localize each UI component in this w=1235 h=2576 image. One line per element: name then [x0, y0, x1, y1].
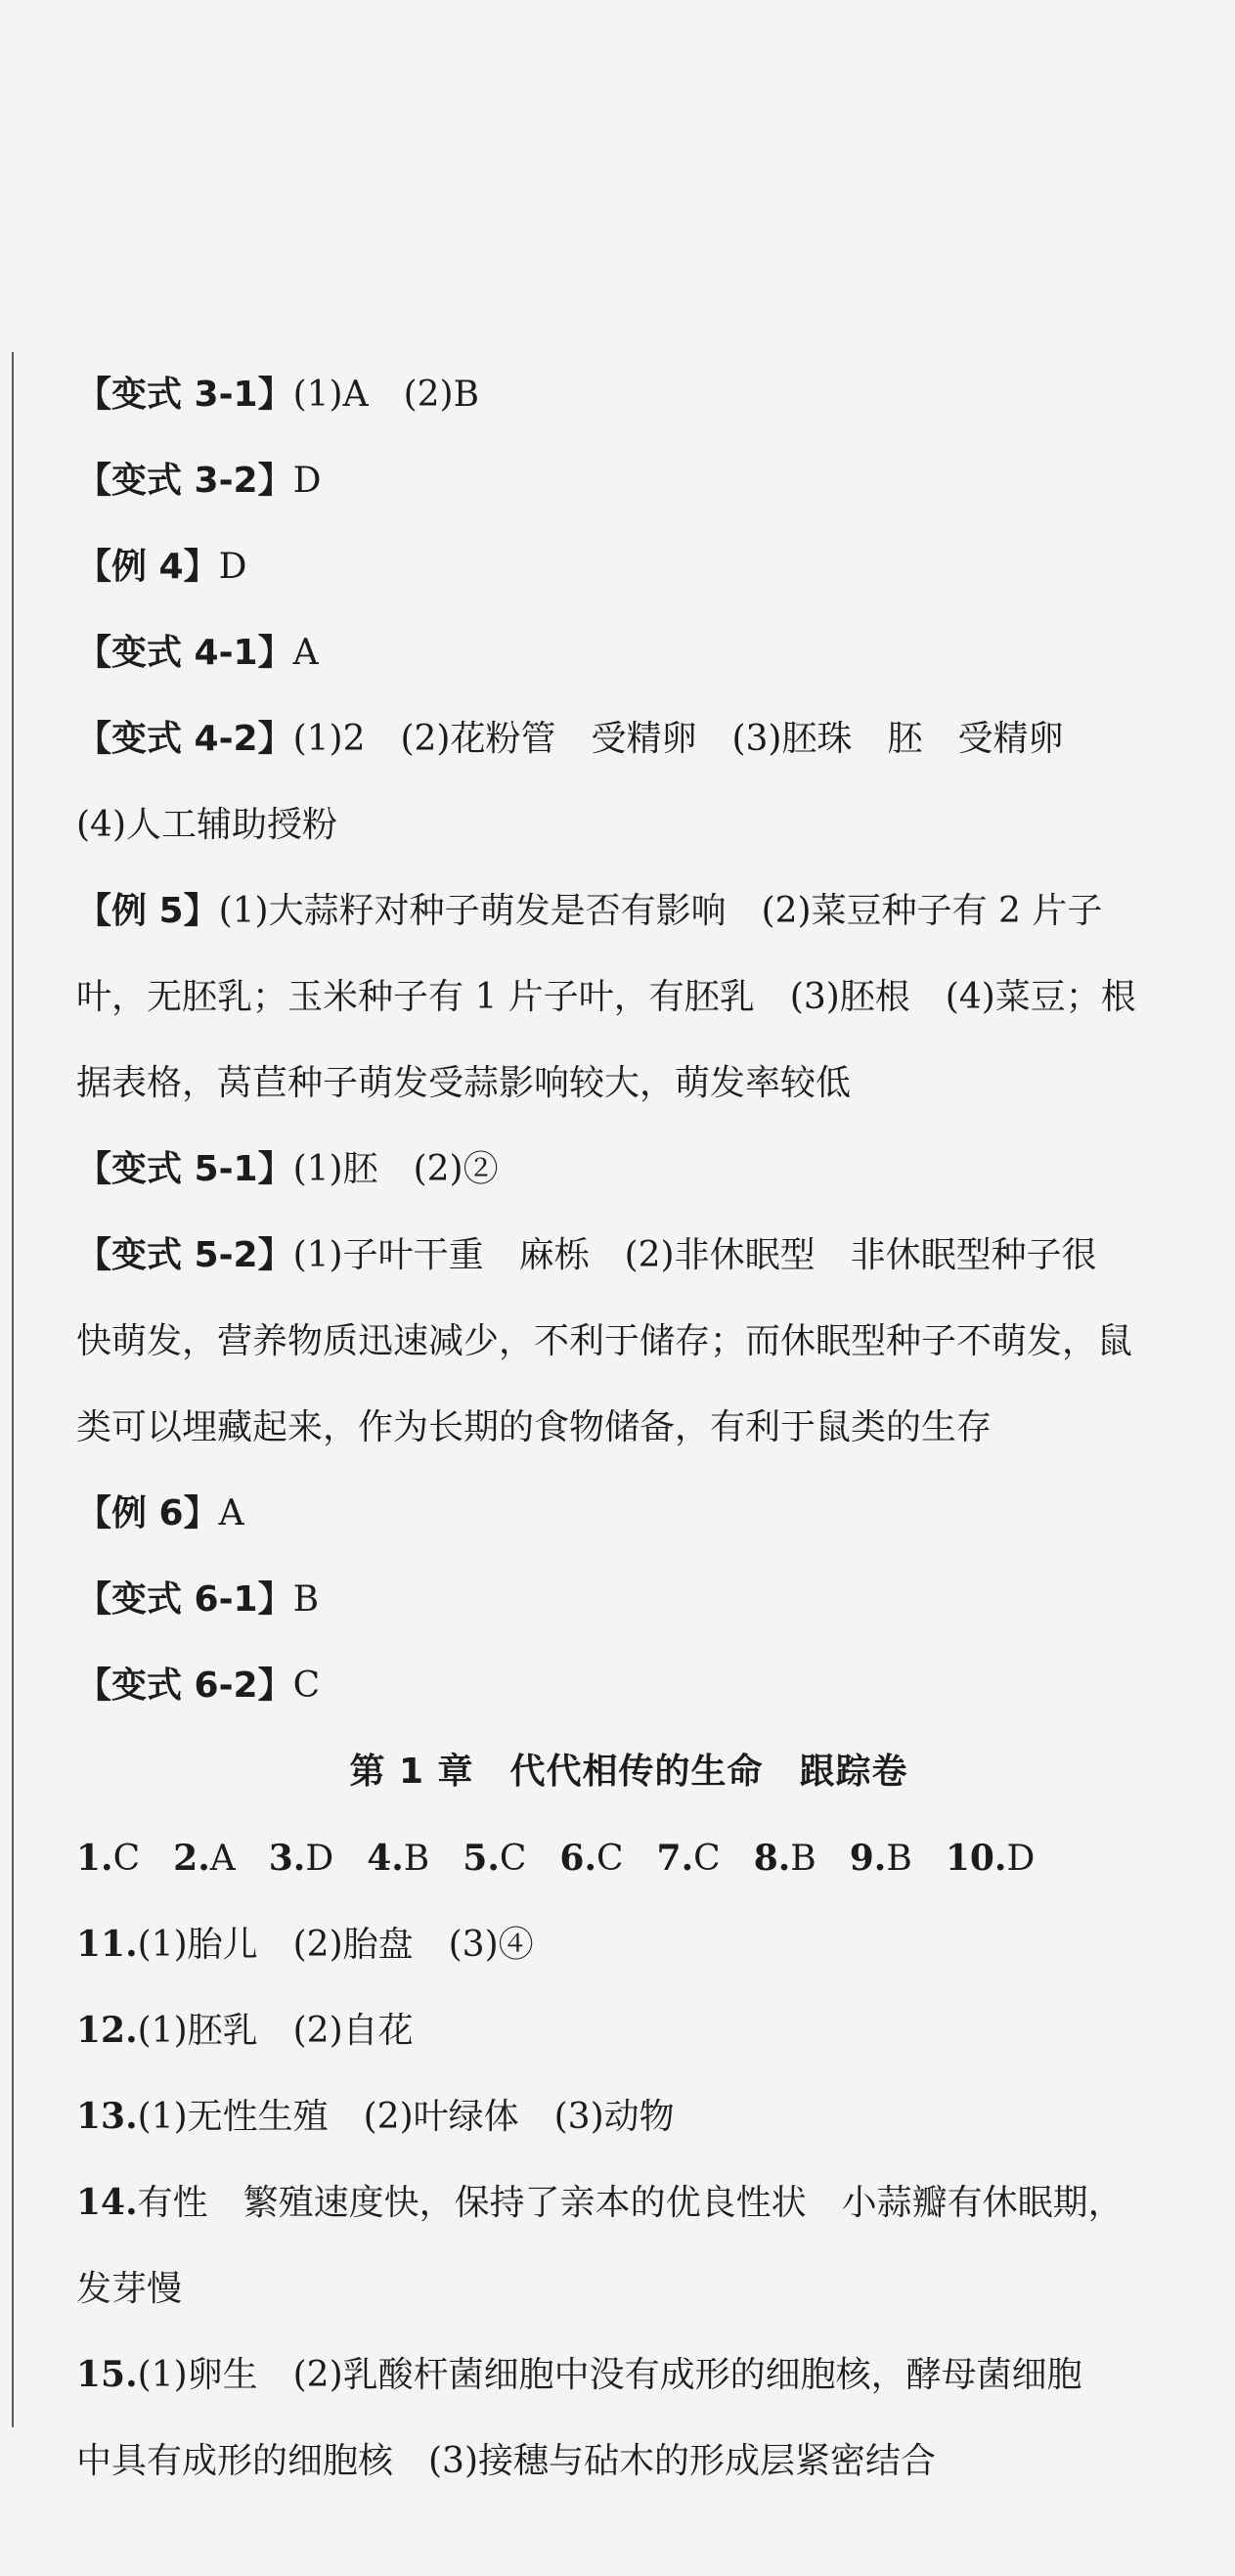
- answer-line: [76, 2245, 1162, 2332]
- answer-tag: 【变式 3-2】: [76, 461, 293, 501]
- answer-line: [76, 1127, 1162, 1213]
- question-number: 11.: [76, 1924, 138, 1965]
- mc-answer: [946, 1815, 1036, 1902]
- answer-line: [76, 1299, 1162, 1385]
- answer-tag: 【例 5】: [76, 891, 219, 931]
- answer-line: [76, 2159, 1162, 2245]
- answer-content: [76, 352, 1162, 2504]
- answer-line: [76, 696, 1162, 782]
- question-number: 12.: [76, 2010, 138, 2051]
- answer-line: [76, 1385, 1162, 1471]
- answer-text: (1)胚 (2)②: [292, 1149, 499, 1189]
- question-number: 4.: [367, 1838, 404, 1879]
- answer-line: [76, 438, 1162, 524]
- mc-answer: [657, 1815, 721, 1902]
- answer-line: [76, 610, 1162, 696]
- answer-text: (1)大蒜籽对种子萌发是否有影响 (2)菜豆种子有 2 片子: [218, 891, 1103, 931]
- answer-tag: 【变式 6-2】: [76, 1666, 293, 1706]
- answer-text: (1)子叶干重 麻栎 (2)非休眠型 非休眠型种子很: [292, 1235, 1097, 1275]
- answer-text: (1)胚乳 (2)自花: [137, 2011, 414, 2051]
- answer-text: (1)无性生殖 (2)叶绿体 (3)动物: [137, 2097, 675, 2137]
- answer-line: [76, 1213, 1162, 1299]
- question-number: 15.: [76, 2354, 138, 2395]
- question-number: 9.: [849, 1838, 887, 1879]
- answer-tag: 【变式 3-1】: [76, 375, 293, 415]
- mc-choice: A: [209, 1839, 236, 1879]
- mc-answer: [367, 1815, 429, 1902]
- answer-line: [76, 2418, 1162, 2504]
- mc-answer: [850, 1815, 912, 1902]
- answer-text: (1)A (2)B: [292, 375, 480, 415]
- answer-text: (1)2 (2)花粉管 受精卵 (3)胚珠 胚 受精卵: [292, 719, 1064, 759]
- answer-text: A: [292, 633, 319, 673]
- mc-choice: C: [112, 1839, 141, 1879]
- answer-text: B: [292, 1579, 320, 1620]
- answer-line: [76, 1041, 1162, 1127]
- question-number: 14.: [76, 2182, 138, 2223]
- question-number: 6.: [559, 1838, 596, 1879]
- answer-text: 发芽慢: [76, 2269, 183, 2309]
- question-number: 1.: [76, 1838, 113, 1879]
- answer-line: [76, 1471, 1162, 1557]
- answer-line: [76, 868, 1162, 955]
- answer-line: [76, 1643, 1162, 1729]
- answer-text: 有性 繁殖速度快，保持了亲本的优良性状 小蒜瓣有休眠期，: [137, 2183, 1124, 2223]
- mc-choice: D: [1006, 1839, 1036, 1879]
- mc-choice: C: [499, 1839, 527, 1879]
- mc-answers-row: [76, 1815, 1162, 1901]
- answer-text: (4)人工辅助授粉: [76, 805, 337, 845]
- mc-choice: C: [693, 1839, 721, 1879]
- margin-rule: [12, 352, 14, 2427]
- mc-answer: [269, 1815, 333, 1902]
- question-number: 8.: [753, 1838, 791, 1879]
- answer-text: 快萌发，营养物质迅速减少，不利于储存；而休眠型种子不萌发，鼠: [76, 1321, 1133, 1361]
- answer-tag: 【例 6】: [76, 1493, 219, 1533]
- answer-text: C: [292, 1666, 321, 1706]
- question-number: 5.: [463, 1838, 500, 1879]
- answer-text: 据表格，莴苣种子萌发受蒜影响较大，萌发率较低: [76, 1063, 852, 1103]
- answer-line: [76, 2073, 1162, 2159]
- question-number: 7.: [656, 1838, 694, 1879]
- mc-choice: B: [790, 1839, 816, 1879]
- mc-choice: B: [403, 1839, 430, 1879]
- answer-line: [76, 524, 1162, 610]
- mc-choice: C: [596, 1839, 624, 1879]
- answer-text: D: [218, 547, 247, 587]
- answer-tag: 【变式 4-2】: [76, 719, 293, 759]
- question-number: 3.: [268, 1838, 306, 1879]
- answer-text: D: [292, 461, 322, 501]
- section-title: 第 1 章 代代相传的生命 跟踪卷: [349, 1752, 908, 1792]
- question-number: 10.: [945, 1838, 1007, 1879]
- answer-tag: 【变式 4-1】: [76, 633, 293, 673]
- answer-line: [76, 2332, 1162, 2418]
- question-number: 13.: [76, 2096, 138, 2137]
- answer-tag: 【例 4】: [76, 547, 219, 587]
- answer-line: [76, 352, 1162, 438]
- answer-line: [76, 1987, 1162, 2073]
- answer-text: (1)胎儿 (2)胎盘 (3)④: [137, 1925, 534, 1965]
- answer-line: [76, 1901, 1162, 1987]
- answer-text: 叶，无胚乳；玉米种子有 1 片子叶，有胚乳 (3)胚根 (4)菜豆；根: [76, 977, 1136, 1017]
- answer-line: [76, 1557, 1162, 1643]
- mc-answer: [559, 1815, 623, 1902]
- answer-text: A: [218, 1493, 244, 1533]
- mc-answer: [463, 1815, 526, 1902]
- answer-line: [76, 782, 1162, 868]
- answer-text: (1)卵生 (2)乳酸杆菌细胞中没有成形的细胞核，酵母菌细胞: [137, 2355, 1082, 2395]
- question-number: 2.: [173, 1838, 210, 1879]
- mc-answer: [173, 1815, 236, 1902]
- answer-line: [76, 955, 1162, 1041]
- mc-choice: D: [305, 1839, 334, 1879]
- answer-tag: 【变式 6-1】: [76, 1579, 293, 1620]
- answer-tag: 【变式 5-2】: [76, 1235, 293, 1275]
- answer-tag: 【变式 5-1】: [76, 1149, 293, 1189]
- mc-choice: B: [886, 1839, 912, 1879]
- answer-text: 类可以埋藏起来，作为长期的食物储备，有利于鼠类的生存: [76, 1407, 992, 1447]
- mc-answer: [76, 1815, 140, 1902]
- answer-text: 中具有成形的细胞核 (3)接穗与砧木的形成层紧密结合: [76, 2441, 936, 2481]
- mc-answer: [754, 1815, 816, 1902]
